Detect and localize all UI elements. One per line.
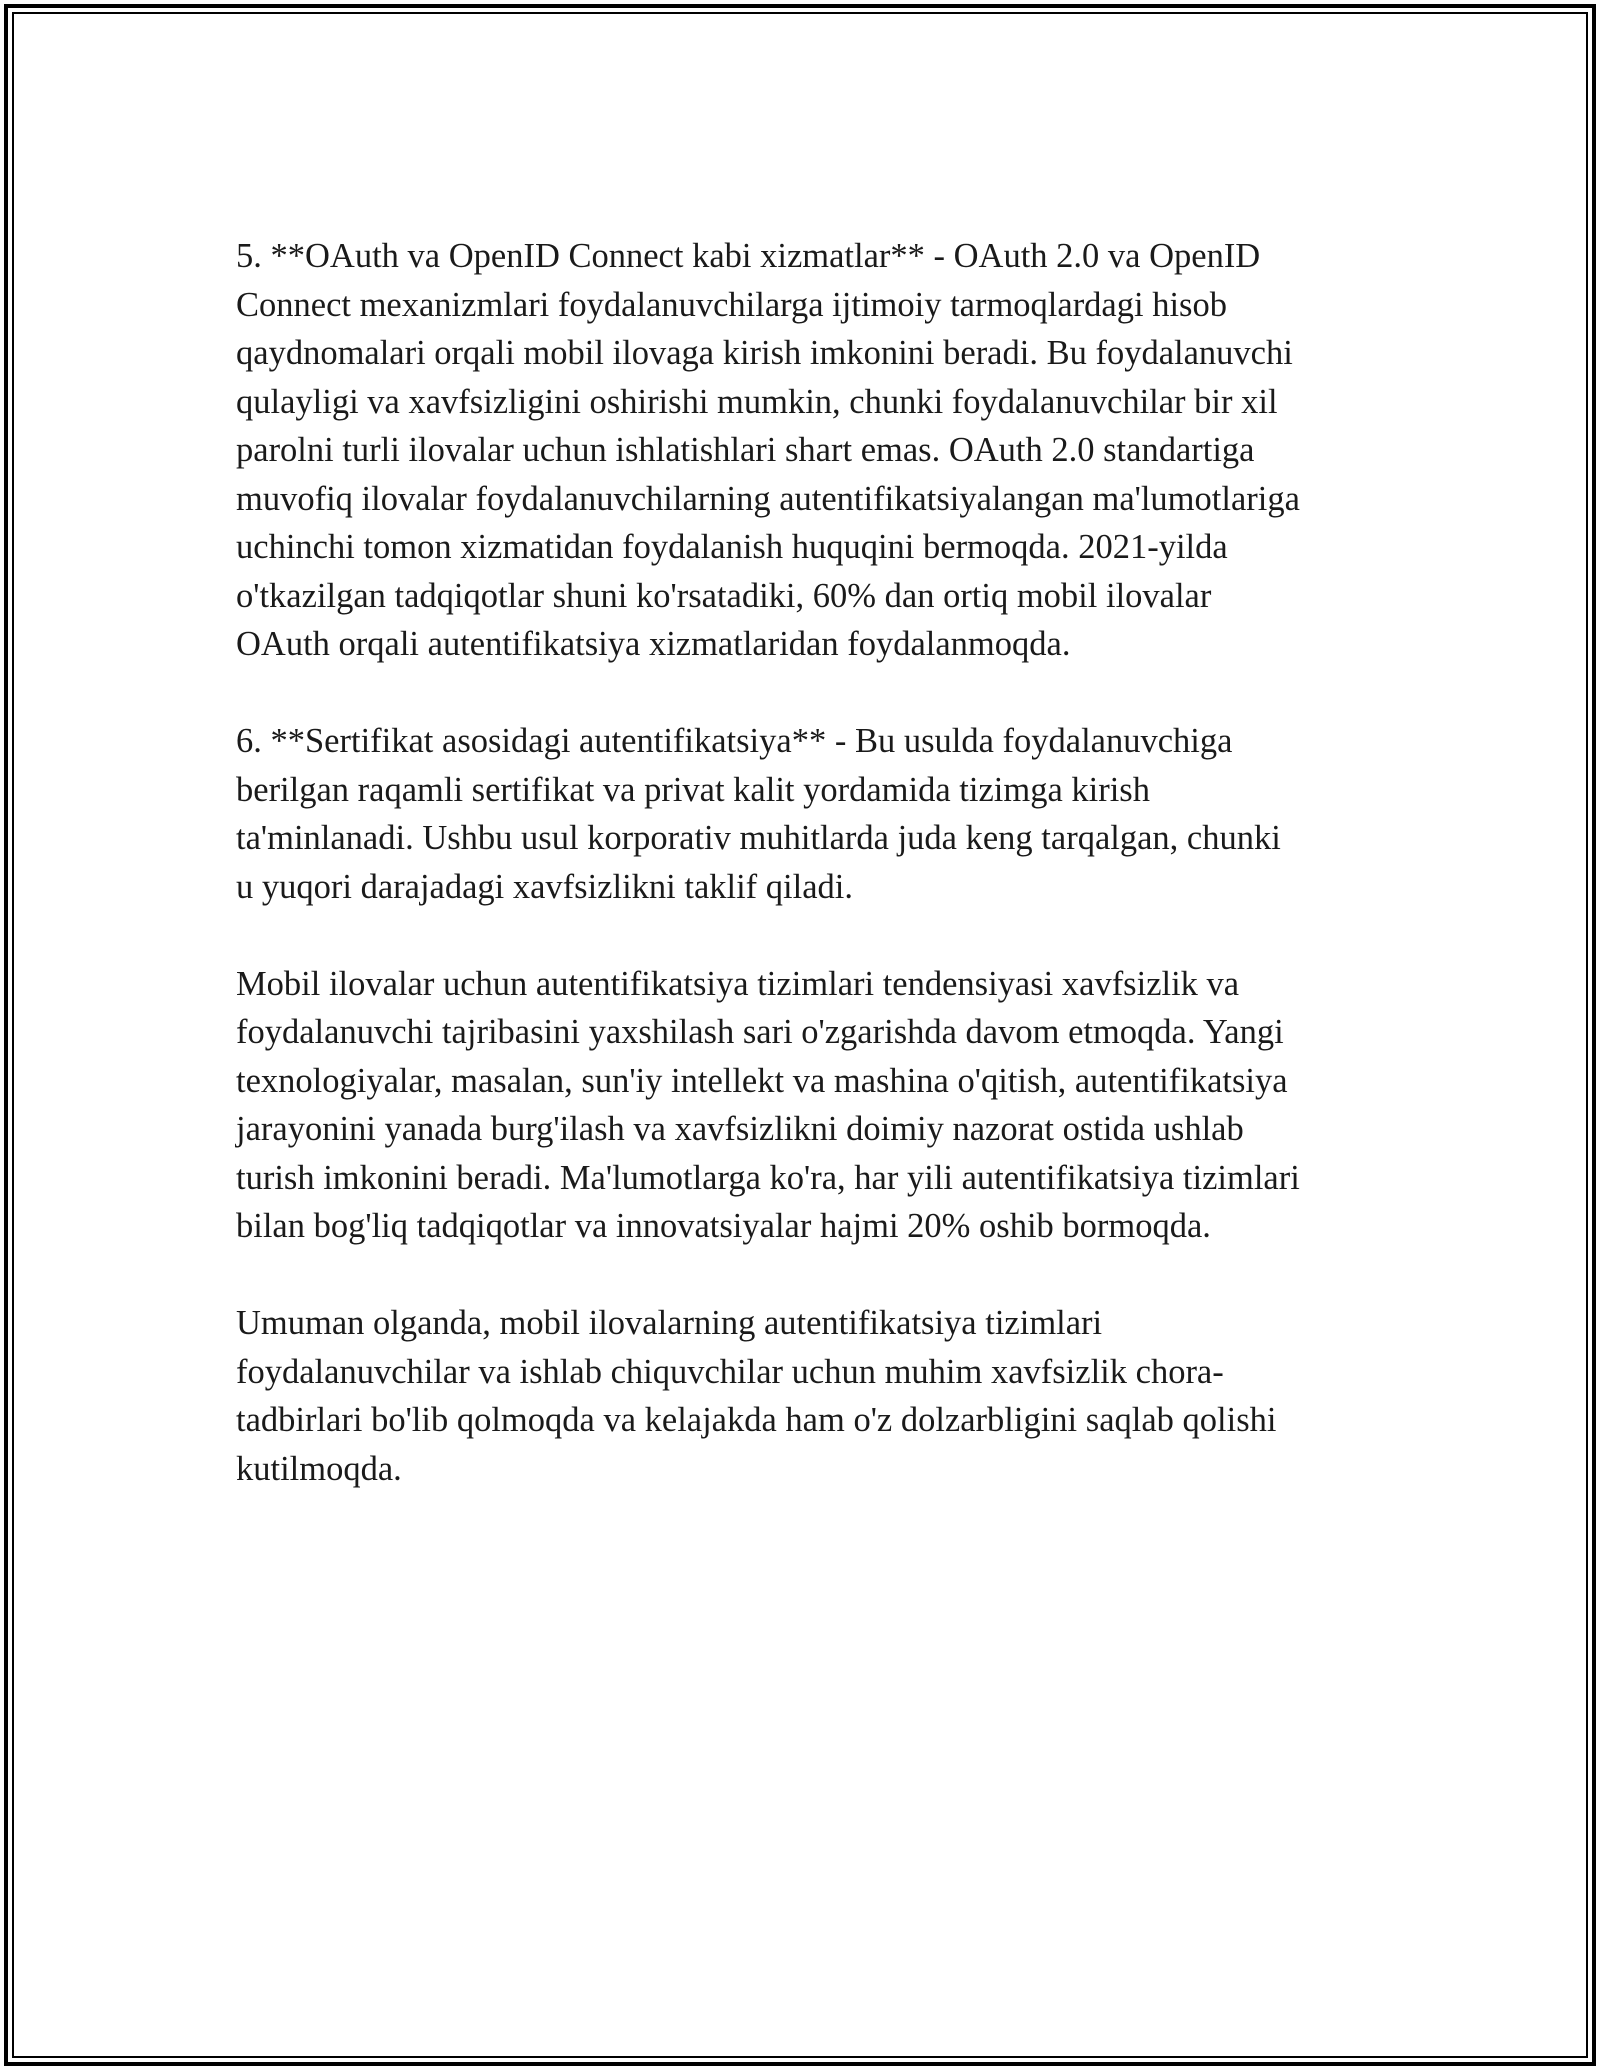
paragraph-oauth-openid: 5. **OAuth va OpenID Connect kabi xizmatlar** - OAuth 2.0 va OpenID Connect mexanizmlari foydalanuvchilarga ijtimoiy tarmoqlardagi hisob qaydnomalari orqali mobil ilovaga kirish imkonini beradi. Bu foydalanuvchi qulayligi va xavfsizligini oshirishi mumkin, chunki foydalanuvchilar bir xil parolni turli ilovalar uchun ishlatishlari shart emas. OAuth 2.0 standartiga muvofiq ilovalar foydalanuvchilarning autentifikatsiyalangan ma'lumotlariga uchinchi tomon xizmatidan foydalanish huquqini bermoqda. 2021-yilda o'tkazilgan tadqiqotlar shuni ko'rsatadiki, 60% dan ortiq mobil ilovalar OAuth orqali autentifikatsiya xizmatlaridan foydalanmoqda.	[236, 237, 1300, 663]
paragraph-certificate-auth: 6. **Sertifikat asosidagi autentifikatsiya** - Bu usulda foydalanuvchiga berilgan raqamli sertifikat va privat kalit yordamida tizimga kirish ta'minlanadi. Ushbu usul korporativ muhitlarda juda keng tarqalgan, chunki u yuqori darajadagi xavfsizlikni taklif qiladi.	[236, 722, 1281, 906]
document-body	[236, 232, 1396, 1493]
paragraph-trends: Mobil ilovalar uchun autentifikatsiya tizimlari tendensiyasi xavfsizlik va foydalanuvchi tajribasini yaxshilash sari o'zgarishda davom etmoqda. Yangi texnologiyalar, masalan, sun'iy intellekt va mashina o'qitish, autentifikatsiya jarayonini yanada burg'ilash va xavfsizlikni doimiy nazorat ostida ushlab turish imkonini beradi. Ma'lumotlarga ko'ra, har yili autentifikatsiya tizimlari bilan bog'liq tadqiqotlar va innovatsiyalar hajmi 20% oshib bormoqda.	[236, 964, 1300, 1245]
paragraph-conclusion: Umuman olganda, mobil ilovalarning autentifikatsiya tizimlari foydalanuvchilar va ishlab chiquvchilar uchun muhim xavfsizlik chora- tadbirlari bo'lib qolmoqda va kelajakda ham o'z dolzarbligini saqlab qolishi kutilmoqda.	[236, 1304, 1277, 1488]
